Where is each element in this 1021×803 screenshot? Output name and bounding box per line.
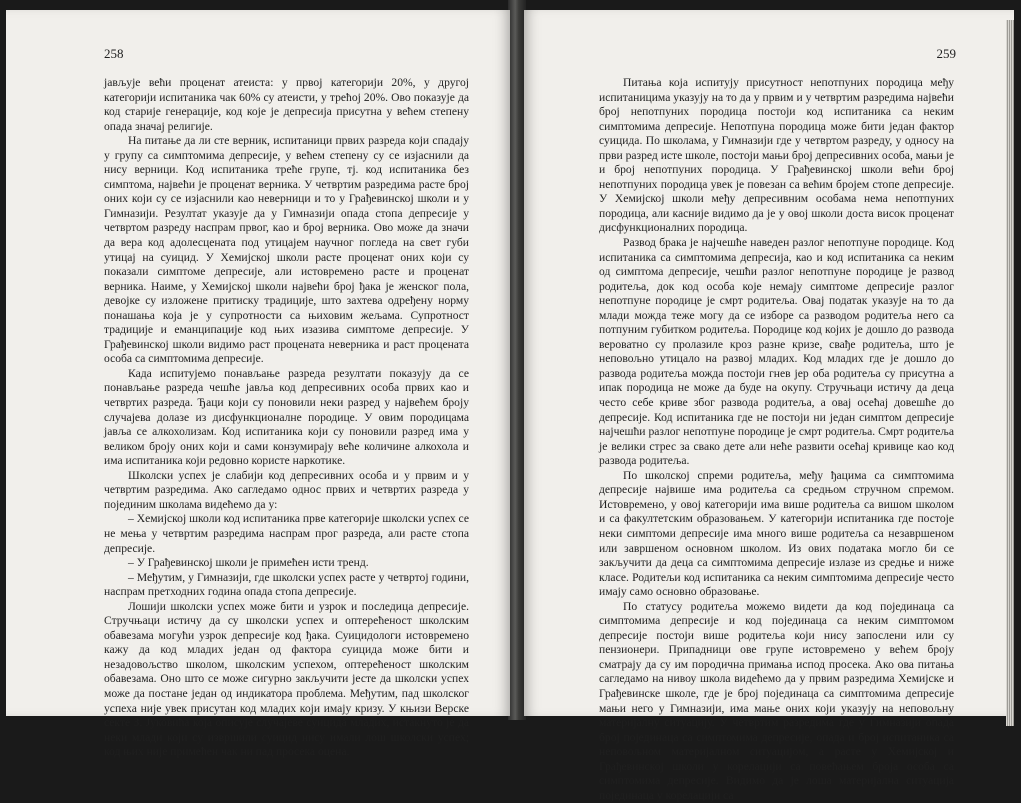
paragraph: јављује већи проценат атеиста: у првој категорији 20%, у другој категорији испитаника чак 60% су атеисти, у трећој 20%. Ово показује да код старије генерације, код које је депресија присутна у већем степену опада значај религије. (104, 76, 469, 133)
page-edges (1006, 20, 1014, 726)
paragraph: По статусу родитеља можемо видети да код појединаца са симптомима депресије и код појединаца са неким симптомом депресије постоји више родитеља који нису запослени или су пензионери. Припадници ове групе истовремено у већем броју сматрају да су им породична примања испод просека. Ако ова питања сагледамо на нивоу школа видећемо да у првим разредима Хемијске и Грађевинске школе, где је број појединаца са симптомима депресије мањи него у Гимназији, има мање оних који указују на неповољну материјалну ситуацију. У четвртим разредима где у Гимназији опада број појединаца са симптомима депресије, опада и број испитаника са неповољном материјалном ситуацијом, а расте у Хемијској и Грађевинској школи у корелацији са повећањем броја особа са симптомима депресије. Видимо да је лоша материјална ситуација појединаца у корелацији са (599, 599, 954, 802)
paragraph: Питања која испитују присутност непотпуних породица међу испитаницима указују на то да у првим и у четвртим разредима највећи број непотпуних породица постоји код испитаника са неким симптомима депресије. Непотпуна породица може бити један фактор суицида. По школама, у Гимназији где у четвртом разреду, у односу на први разред исте школе, постоји мањи број депресивних особа, мањи је и број непотпуних породица. У Грађевинској школи већи број непотпуних породица увек је повезан са већим бројем стопе депресије. У Хемијској школи међу депресивним особама нема непотпуних породица, али касније видимо да је у овој школи доста висок проценат дисфункционалних породица. (599, 76, 955, 235)
paragraph: По школској спреми родитеља, међу ђацима са симптомима депресије највише има родитеља са средњом стручном спремом. Истовремено, у овој категорији има више родитеља са вишом школом и са факултетским образовањем. У категорији испитаника где постоје неки симптоми депресије има много више родитеља са незавршеном или завршеном основном школом. Из ових података могло би се закључити да деца са симптомима депресије излазе из средње и ниже класе. Родитељи код испитаника са неким симптомима депресије често имају само основно образовање. (599, 468, 954, 599)
paragraph: Развод брака је најчешће наведен разлог непотпуне породице. Код испитаника са симптомима депресија, као и код испитаника са неким од симптома депресије, чешћи разлог непотпуне породице је развод родитеља, док код особа које немају симптоме депресије разлог непотпуне породице је смрт родитеља. Овај податак указује на то да млади можда теже могу да се изборе са разводом родитеља него са потпуним губитком родитеља. Породице код којих је дошло до развода вероватно су пролазиле кроз разне кризе, свађе родитеља, што је неповољно утицало на развој младих. Код младих где је дошло до развода родитеља можда постоји гнев јер оба родитеља су присутна а ипак породица не може да буде на окупу. Стручњаци истичу да деца често себе криве због развода родитеља, а овај осећај довешће до депресије. Код испитаника где не постоји ни један симптом депресије најчешћи разлог непотпуне породице је смрт родитеља. Смрт родитеља је велики стрес за свако дете али неће развити осећај кривице као код развода родитеља. (599, 236, 954, 468)
right-page (524, 10, 1014, 802)
list-item: – У Грађевинској школи је примећен исти тренд. (128, 556, 369, 570)
page-number: 259 (936, 46, 956, 61)
paragraph: Лошији школски успех може бити и узрок и последица депресије. Стручњаци истичу да су школски успех и оптерећеност школским обавезама могући узрок депресије код ђака. Суицидологи истовремено кажу да код младих један од фактора суицида може бити и незадовољство школом, школским успехом, оптерећеност школским обавезама. Оно што се може сигурно закључити јесте да школски успех може да постане један од индикатора проблема. Међутим, пад школског успеха није увек присутан код младих који имају кризу. У књизи Верске секте З. Јуковића која описује случајеве суицида младих, истакнуто је да неки млади који су извршили суицид нису имали лош школски успех; код њих није примећен чак ни пад просека оцена. (104, 599, 469, 759)
left-page (6, 10, 510, 759)
paragraph: На питање да ли сте верник, испитаници првих разреда који спадају у групу са симптомима депресије, у већем степену су се изјаснили да нису верници. Код испитаника треће групе, тј. код испитаника без симптома, највећи је проценат верника. У четвртим разредима расте број оних који су се изјаснили као неверници и то у Грађевинској школи и у Гимназији. Резултат указује да у Гимназији опада стопа депресије у четвртом разреду наспрам првог, као и број верника. Ово може да значи да вера код адолесцената под утицајем научног погледа на свет губи утицај на суицид. У Хемијској школи расте проценат оних који су показали симптоме депресије, али истовремено расте и проценат верника. Наиме, у Хемијској школи највећи број ђака је женског пола, девојке су изложене притиску традиције, што захтева одређену норму понашања која је у супротности са њиховим жељама. Супротност традиције и еманципације код њих изазива симптоме депресије. У Грађевинској школи видимо раст процената неверника и раст процената особа са симптомима депресије. (104, 134, 469, 366)
page-body (599, 76, 954, 803)
list-item: – Хемијској школи код испитаника прве категорије школски успех се не мења у четвртим разредима наспрам прог разреда, али расте стопа депресије. (104, 512, 469, 555)
paragraph: Када испитујемо понављање разреда резултати показују да се понављање разреда чешће јавља код депресивних особа првих као и четвртих разреда. Ђаци који су поновили неки разред у највећем броју случајева долазе из дисфункционалне породице. У овим породицама јавља се алкохолизам. Код испитаника који су поновили разред има у великом броју оних који и сами конзумирају веће количине алкохола и има испитаника који редовно користе наркотике. (104, 366, 469, 468)
list-item: – Међутим, у Гимназији, где школски успех расте у четвртој години, наспрам претходних година опада стопа депресије. (104, 570, 469, 599)
page-body (104, 76, 469, 760)
paragraph: Школски успех је слабији код депресивних особа и у првим и у четвртим разредима. Ако сагледамо однос првих и четвртих разреда у појединим школама видећемо да у: (104, 468, 469, 511)
page-number: 258 (104, 46, 124, 61)
